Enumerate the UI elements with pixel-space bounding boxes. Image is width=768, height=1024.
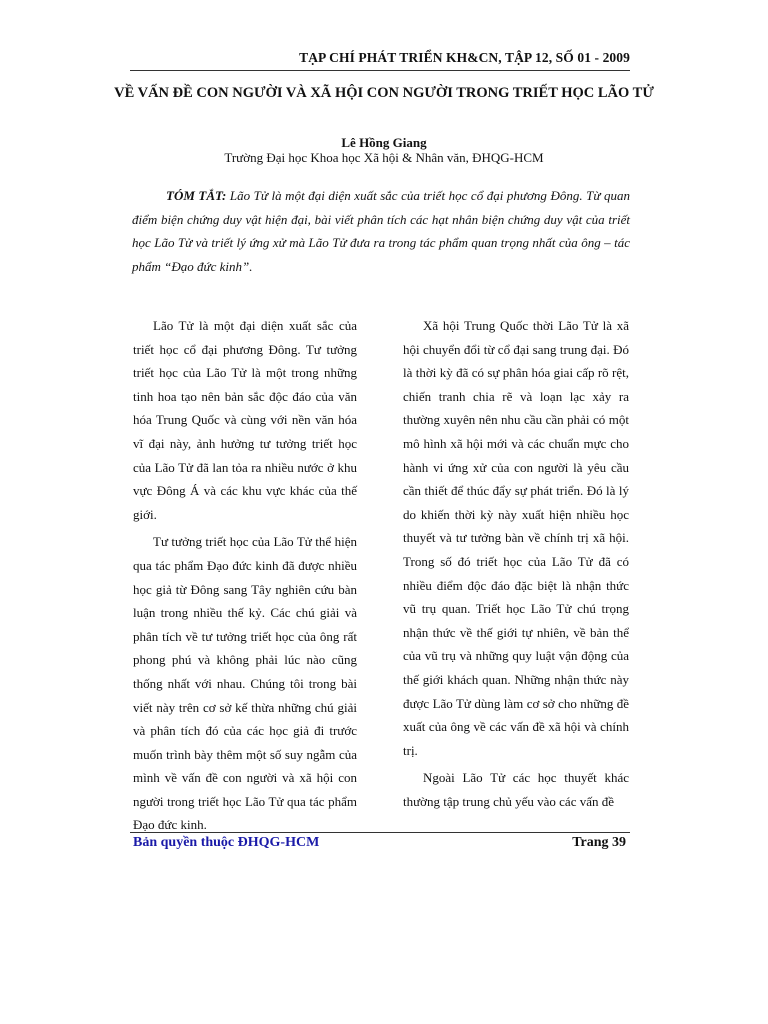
abstract-label: TÓM TẮT: bbox=[166, 188, 227, 203]
paragraph: Lão Tử là một đại diện xuất sắc của triết học cổ đại phương Đông. Tư tưởng triết học của Lão Tử là một trong những tinh hoa tạo nên bản sắc độc đáo của văn hóa Trung Quốc và cùng với nền văn hóa vĩ đại này, ảnh hưởng tư tưởng triết học của Lão Tử đã lan tỏa ra nhiều nước ở khu vực Đông Á và các khu vực khác của thế giới. bbox=[133, 318, 357, 522]
body-column-left bbox=[133, 314, 357, 841]
header-divider bbox=[130, 70, 630, 71]
paragraph: Tư tưởng triết học của Lão Tử thể hiện qua tác phẩm Đạo đức kinh đã được nhiều học giả từ Đông sang Tây nghiên cứu bàn luận trong nhiều thế kỷ. Các chú giải và phân tích về tư tưởng triết học của ông rất phong phú và không phải lúc nào cũng thống nhất với nhau. Chúng tôi trong bài viết này trên cơ sở kế thừa những chú giải và phân tích đó của các học giả đi trước muốn trình bày thêm một số suy ngẫm của mình về vấn đề con người và xã hội con người trong triết học Lão Tử qua tác phẩm Đạo đức kinh. bbox=[133, 534, 357, 833]
abstract-text: Lão Tử là một đại diện xuất sắc của triết học cổ đại phương Đông. Từ quan điểm biện chứng duy vật hiện đại, bài viết phân tích các hạt nhân biện chứng duy vật của triết học Lão Tử và triết lý ứng xử mà Lão Tử đưa ra trong tác phẩm quan trọng nhất của ông – tác phẩm “Đạo đức kinh”. bbox=[132, 188, 630, 274]
paragraph: Xã hội Trung Quốc thời Lão Tử là xã hội chuyển đổi từ cổ đại sang trung đại. Đó là thời kỳ đã có sự phân hóa giai cấp rõ rệt, chiến tranh chia rẽ và loạn lạc xảy ra thường xuyên nên nhu cầu cần phải có một mô hình xã hội mới và các chuẩn mực cho hành vi ứng xử của con người là yêu cầu cần thiết để thúc đẩy sự phát triển. Đó là lý do khiến thời kỳ này xuất hiện nhiều học thuyết và tư tưởng bàn về chính trị xã hội. Trong số đó triết học của Lão Tử đã có nhiều điểm độc đáo đặc biệt là nhận thức vũ trụ quan. Triết học Lão Tử chú trọng nhận thức về thế giới tự nhiên, về bản thể của vũ trụ và những quy luật vận động của thế giới khách quan. Những nhận thức này được Lão Tử dùng làm cơ sở cho những đề xuất của ông về các vấn đề xã hội và chính trị. bbox=[403, 318, 629, 758]
body-column-right bbox=[403, 314, 629, 817]
page-number: Trang 39 bbox=[572, 835, 626, 850]
author-name: Lê Hồng Giang bbox=[341, 135, 427, 150]
paragraph: Ngoài Lão Tử các học thuyết khác thường tập trung chủ yếu vào các vấn đề bbox=[403, 770, 629, 809]
footer-divider bbox=[130, 832, 630, 833]
journal-header: TẠP CHÍ PHÁT TRIỂN KH&CN, TẬP 12, SỐ 01 - 2009 bbox=[299, 50, 630, 65]
copyright-notice: Bản quyền thuộc ĐHQG-HCM bbox=[133, 835, 320, 850]
abstract bbox=[132, 184, 630, 278]
article-title: VỀ VẤN ĐỀ CON NGƯỜI VÀ XÃ HỘI CON NGƯỜI TRONG TRIẾT HỌC LÃO TỬ bbox=[114, 85, 654, 101]
author-affiliation: Trường Đại học Khoa học Xã hội & Nhân văn, ĐHQG-HCM bbox=[224, 150, 544, 165]
